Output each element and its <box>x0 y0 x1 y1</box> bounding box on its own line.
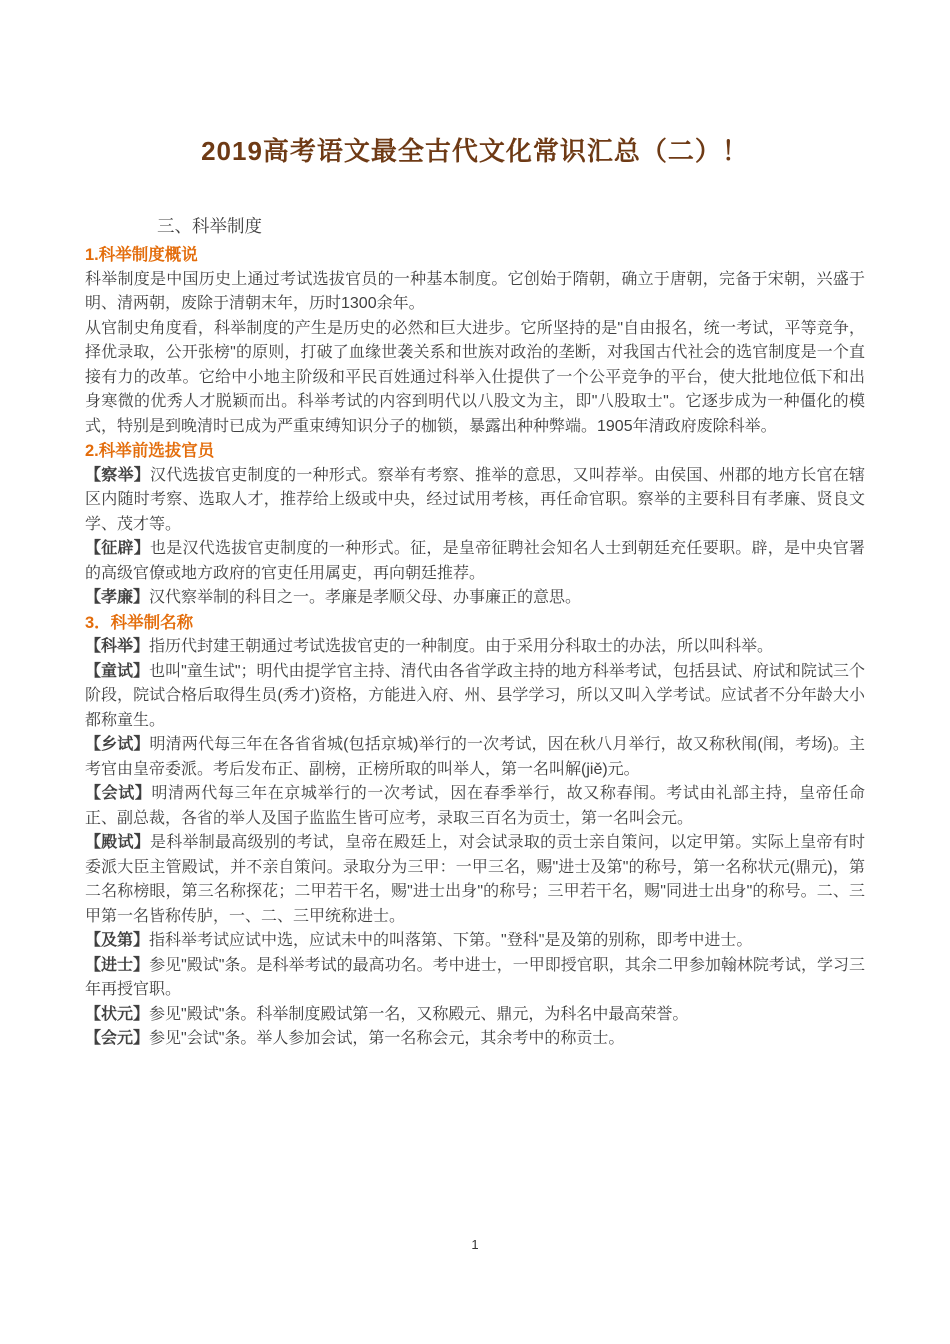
paragraph: 【乡试】明清两代每三年在各省省城(包括京城)举行的一次考试，因在秋八月举行，故又称秋闱(闱，考场)。主考官由皇帝委派。考后发布正、副榜，正榜所取的叫举人，第一名叫解(jiě)元。 <box>85 736 865 778</box>
paragraph: 从官制史角度看，科举制度的产生是历史的必然和巨大进步。它所坚持的是"自由报名，统一考试，平等竞争，择优录取，公开张榜"的原则，打破了血缘世袭关系和世族对政治的垄断，对我国古代社会的选官制度是一个直接有力的改革。它给中小地主阶级和平民百姓通过科举入仕提供了一个公平竞争的平台，使大批地位低下和出身寒微的优秀人才脱颖而出。科举考试的内容到明代以八股文为主，即"八股取士"。它逐步成为一种僵化的模式，特别是到晚清时已成为严重束缚知识分子的枷锁，暴露出种种弊端。1905年清政府废除科举。 <box>85 319 865 435</box>
paragraph: 【察举】汉代选拔官吏制度的一种形式。察举有考察、推举的意思，又叫荐举。由侯国、州郡的地方长官在辖区内随时考察、选取人才，推荐给上级或中央，经过试用考核，再任命官职。察举的主要科目有孝廉、贤良文学、茂才等。 <box>85 466 865 533</box>
section-heading: 3．科举制名称 <box>85 613 194 632</box>
paragraph: 【殿试】是科举制最高级别的考试，皇帝在殿廷上，对会试录取的贡士亲自策问，以定甲第。实际上皇帝有时委派大臣主管殿试，并不亲自策问。录取分为三甲：一甲三名，赐"进士及第"的称号，第一名称状元(鼎元)，第二名称榜眼，第三名称探花；二甲若干名，赐"进士出身"的称号；三甲若干名，赐"同进士出身"的称号。二、三甲第一名皆称传胪，一、二、三甲统称进士。 <box>85 834 865 925</box>
document-body <box>85 243 865 1052</box>
term-label: 【会元】 <box>85 1030 150 1047</box>
term-label: 【乡试】 <box>85 736 150 753</box>
term-label: 【察举】 <box>85 466 151 484</box>
term-label: 【科举】 <box>85 638 150 655</box>
term-label: 【状元】 <box>85 1005 150 1023</box>
term-label: 【会试】 <box>85 785 152 802</box>
paragraph: 科举制度是中国历史上通过考试选拔官员的一种基本制度。它创始于隋朝，确立于唐朝，完备于宋朝，兴盛于明、清两朝，废除于清朝末年，历时1300余年。 <box>85 270 865 312</box>
paragraph: 【状元】参见"殿试"条。科举制度殿试第一名，又称殿元、鼎元，为科名中最高荣誉。 <box>85 1005 689 1023</box>
section-heading: 1.科举制度概说 <box>85 246 198 264</box>
paragraph: 【及第】指科举考试应试中选，应试未中的叫落第、下第。"登科"是及第的别称，即考中进士。 <box>85 932 753 949</box>
section-heading: 2.科举前选拔官员 <box>85 442 215 460</box>
page-number: 1 <box>471 1237 479 1252</box>
term-label: 【孝廉】 <box>85 589 150 606</box>
paragraph: 【孝廉】汉代察举制的科目之一。孝廉是孝顺父母、办事廉正的意思。 <box>85 589 582 606</box>
term-label: 【征辟】 <box>85 540 151 557</box>
term-label: 【童试】 <box>85 662 150 680</box>
paragraph: 【童试】也叫"童生试"；明代由提学官主持、清代由各省学政主持的地方科举考试，包括县试、府试和院试三个阶段，院试合格后取得生员(秀才)资格，方能进入府、州、县学学习，所以又叫入学考试。应试者不分年龄大小都称童生。 <box>85 662 865 729</box>
term-label: 【殿试】 <box>85 834 151 851</box>
paragraph: 【会试】明清两代每三年在京城举行的一次考试，因在春季举行，故又称春闱。考试由礼部主持，皇帝任命正、副总裁，各省的举人及国子监监生皆可应考，录取三百名为贡士，第一名叫会元。 <box>85 785 865 827</box>
paragraph: 【科举】指历代封建王朝通过考试选拔官吏的一种制度。由于采用分科取士的办法，所以叫科举。 <box>85 638 774 655</box>
paragraph: 【征辟】也是汉代选拔官吏制度的一种形式。征，是皇帝征聘社会知名人士到朝廷充任要职。辟，是中央官署的高级官僚或地方政府的官吏任用属吏，再向朝廷推荐。 <box>85 540 865 582</box>
term-label: 【及第】 <box>85 932 150 949</box>
term-label: 【进士】 <box>85 956 150 974</box>
paragraph: 【进士】参见"殿试"条。是科举考试的最高功名。考中进士，一甲即授官职，其余二甲参加翰林院考试，学习三年再授官职。 <box>85 956 865 998</box>
paragraph: 【会元】参见"会试"条。举人参加会试，第一名称会元，其余考中的称贡士。 <box>85 1030 625 1047</box>
document-title: 2019高考语文最全古代文化常识汇总（二）！ <box>201 136 749 166</box>
section-subtitle: 三、科举制度 <box>157 216 262 236</box>
